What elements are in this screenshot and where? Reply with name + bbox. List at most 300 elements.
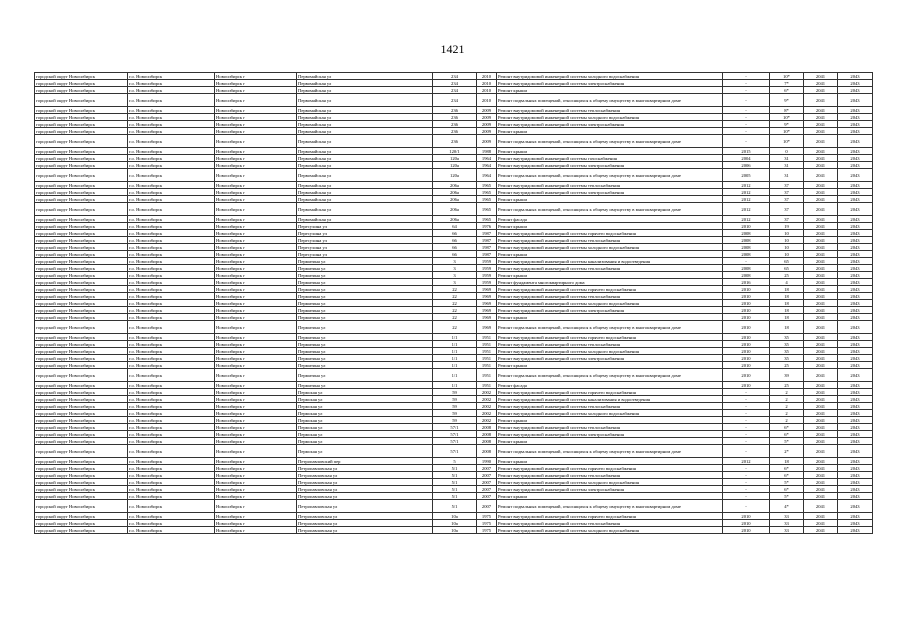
work-type-cell: Ремонт крыши bbox=[497, 251, 723, 258]
house-cell: 206а bbox=[433, 182, 477, 189]
plan-end-cell: 2043 bbox=[838, 341, 873, 348]
wear-cell: 18 bbox=[770, 286, 804, 293]
year-built-cell: 2009 bbox=[477, 114, 497, 121]
wear-cell: 10 bbox=[770, 237, 804, 244]
house-cell: 236 bbox=[433, 121, 477, 128]
year-built-cell: 1969 bbox=[477, 321, 497, 334]
city-cell: Новосибирск г bbox=[215, 94, 297, 107]
year-built-cell: 2002 bbox=[477, 403, 497, 410]
year-built-cell: 2010 bbox=[477, 80, 497, 87]
plan-end-cell: 2043 bbox=[838, 169, 873, 182]
municipality-cell: городской округ Новосибирск bbox=[35, 293, 128, 300]
year-built-cell: 2007 bbox=[477, 472, 497, 479]
year-built-cell: 1959 bbox=[477, 279, 497, 286]
city-cell: Новосибирск г bbox=[215, 251, 297, 258]
plan-end-cell: 2043 bbox=[838, 155, 873, 162]
house-cell: 206а bbox=[433, 189, 477, 196]
last-repair-cell: 2010 bbox=[723, 286, 770, 293]
table-row bbox=[35, 189, 873, 196]
wear-cell: 6* bbox=[770, 472, 804, 479]
wear-cell: 10 bbox=[770, 244, 804, 251]
plan-end-cell: 2043 bbox=[838, 148, 873, 155]
last-repair-cell: - bbox=[723, 73, 770, 80]
district-cell: г.о. Новосибирск bbox=[128, 87, 215, 94]
street-cell: Первомайская ул bbox=[297, 162, 433, 169]
street-cell: Первомайская ул bbox=[297, 196, 433, 203]
city-cell: Новосибирск г bbox=[215, 265, 297, 272]
table-row bbox=[35, 382, 873, 389]
city-cell: Новосибирск г bbox=[215, 272, 297, 279]
municipality-cell: городской округ Новосибирск bbox=[35, 237, 128, 244]
street-cell: Первомайская ул bbox=[297, 135, 433, 148]
work-type-cell: Ремонт внутридомовой инженерной системы горячего водоснабжения bbox=[497, 230, 723, 237]
city-cell: Новосибирск г bbox=[215, 362, 297, 369]
wear-cell: 37 bbox=[770, 189, 804, 196]
house-cell: 22 bbox=[433, 293, 477, 300]
work-type-cell: Ремонт внутридомовой инженерной системы холодного водоснабжения bbox=[497, 114, 723, 121]
plan-start-cell: 2041 bbox=[804, 189, 838, 196]
street-cell: Пермская ул bbox=[297, 417, 433, 424]
wear-cell: 33 bbox=[770, 527, 804, 534]
city-cell: Новосибирск г bbox=[215, 196, 297, 203]
street-cell: Пермитина ул bbox=[297, 272, 433, 279]
work-type-cell: Ремонт подвальных помещений, относящихся к общему имуществу в многоквартирном доме bbox=[497, 203, 723, 216]
municipality-cell: городской округ Новосибирск bbox=[35, 403, 128, 410]
work-type-cell: Ремонт крыши bbox=[497, 314, 723, 321]
plan-end-cell: 2043 bbox=[838, 162, 873, 169]
year-built-cell: 1987 bbox=[477, 237, 497, 244]
wear-cell: 10 bbox=[770, 230, 804, 237]
municipality-cell: городской округ Новосибирск bbox=[35, 80, 128, 87]
street-cell: Пермская ул bbox=[297, 431, 433, 438]
last-repair-cell: 2012 bbox=[723, 189, 770, 196]
wear-cell: 6* bbox=[770, 465, 804, 472]
plan-start-cell: 2041 bbox=[804, 94, 838, 107]
wear-cell: 18 bbox=[770, 307, 804, 314]
plan-end-cell: 2043 bbox=[838, 362, 873, 369]
plan-end-cell: 2043 bbox=[838, 527, 873, 534]
city-cell: Новосибирск г bbox=[215, 431, 297, 438]
street-cell: Петропавловская ул bbox=[297, 527, 433, 534]
district-cell: г.о. Новосибирск bbox=[128, 348, 215, 355]
work-type-cell: Ремонт подвальных помещений, относящихся к общему имуществу в многоквартирном доме bbox=[497, 445, 723, 458]
municipality-cell: городской округ Новосибирск bbox=[35, 389, 128, 396]
street-cell: Пермская ул bbox=[297, 389, 433, 396]
street-cell: Петропавловская ул bbox=[297, 465, 433, 472]
plan-end-cell: 2043 bbox=[838, 513, 873, 520]
year-built-cell: 1964 bbox=[477, 155, 497, 162]
house-cell: 236 bbox=[433, 135, 477, 148]
plan-end-cell: 2043 bbox=[838, 286, 873, 293]
street-cell: Петропавловская ул bbox=[297, 493, 433, 500]
work-type-cell: Ремонт внутридомовой инженерной системы канализования и водоотведения bbox=[497, 396, 723, 403]
city-cell: Новосибирск г bbox=[215, 500, 297, 513]
table-row bbox=[35, 196, 873, 203]
last-repair-cell: - bbox=[723, 128, 770, 135]
wear-cell: 10 bbox=[770, 251, 804, 258]
district-cell: г.о. Новосибирск bbox=[128, 169, 215, 182]
municipality-cell: городской округ Новосибирск bbox=[35, 458, 128, 465]
district-cell: г.о. Новосибирск bbox=[128, 73, 215, 80]
house-cell: 57/1 bbox=[433, 424, 477, 431]
plan-start-cell: 2041 bbox=[804, 265, 838, 272]
last-repair-cell: - bbox=[723, 479, 770, 486]
city-cell: Новосибирск г bbox=[215, 410, 297, 417]
house-cell: 120а bbox=[433, 155, 477, 162]
city-cell: Новосибирск г bbox=[215, 223, 297, 230]
house-cell: 1/1 bbox=[433, 348, 477, 355]
wear-cell: 37 bbox=[770, 216, 804, 223]
last-repair-cell: - bbox=[723, 472, 770, 479]
table-row bbox=[35, 135, 873, 148]
plan-end-cell: 2043 bbox=[838, 410, 873, 417]
district-cell: г.о. Новосибирск bbox=[128, 520, 215, 527]
year-built-cell: 1951 bbox=[477, 355, 497, 362]
street-cell: Петропавловская ул bbox=[297, 472, 433, 479]
municipality-cell: городской округ Новосибирск bbox=[35, 265, 128, 272]
city-cell: Новосибирск г bbox=[215, 162, 297, 169]
year-built-cell: 1951 bbox=[477, 362, 497, 369]
city-cell: Новосибирск г bbox=[215, 348, 297, 355]
house-cell: 10а bbox=[433, 520, 477, 527]
district-cell: г.о. Новосибирск bbox=[128, 334, 215, 341]
wear-cell: 35 bbox=[770, 334, 804, 341]
district-cell: г.о. Новосибирск bbox=[128, 189, 215, 196]
work-type-cell: Ремонт внутридомовой инженерной системы холодного водоснабжения bbox=[497, 300, 723, 307]
house-cell: 66 bbox=[433, 237, 477, 244]
last-repair-cell: - bbox=[723, 80, 770, 87]
work-type-cell: Ремонт внутридомовой инженерной системы теплоснабжения bbox=[497, 293, 723, 300]
plan-start-cell: 2041 bbox=[804, 230, 838, 237]
house-cell: 3 bbox=[433, 279, 477, 286]
city-cell: Новосибирск г bbox=[215, 314, 297, 321]
plan-end-cell: 2043 bbox=[838, 472, 873, 479]
plan-start-cell: 2041 bbox=[804, 135, 838, 148]
house-cell: 22 bbox=[433, 300, 477, 307]
city-cell: Новосибирск г bbox=[215, 73, 297, 80]
plan-start-cell: 2041 bbox=[804, 527, 838, 534]
table-row bbox=[35, 80, 873, 87]
municipality-cell: городской округ Новосибирск bbox=[35, 472, 128, 479]
work-type-cell: Ремонт внутридомовой инженерной системы газоснабжения bbox=[497, 155, 723, 162]
table-row bbox=[35, 251, 873, 258]
district-cell: г.о. Новосибирск bbox=[128, 230, 215, 237]
last-repair-cell: 2004 bbox=[723, 155, 770, 162]
municipality-cell: городской округ Новосибирск bbox=[35, 486, 128, 493]
plan-end-cell: 2043 bbox=[838, 486, 873, 493]
city-cell: Новосибирск г bbox=[215, 135, 297, 148]
plan-start-cell: 2041 bbox=[804, 279, 838, 286]
street-cell: Первомайская ул bbox=[297, 148, 433, 155]
municipality-cell: городской округ Новосибирск bbox=[35, 148, 128, 155]
wear-cell: 31 bbox=[770, 155, 804, 162]
city-cell: Новосибирск г bbox=[215, 244, 297, 251]
last-repair-cell: - bbox=[723, 417, 770, 424]
municipality-cell: городской округ Новосибирск bbox=[35, 244, 128, 251]
district-cell: г.о. Новосибирск bbox=[128, 493, 215, 500]
house-cell: 120а bbox=[433, 162, 477, 169]
year-built-cell: 1951 bbox=[477, 341, 497, 348]
plan-end-cell: 2043 bbox=[838, 128, 873, 135]
district-cell: г.о. Новосибирск bbox=[128, 265, 215, 272]
plan-start-cell: 2041 bbox=[804, 314, 838, 321]
plan-start-cell: 2041 bbox=[804, 321, 838, 334]
house-cell: 1/1 bbox=[433, 334, 477, 341]
plan-start-cell: 2041 bbox=[804, 513, 838, 520]
work-type-cell: Ремонт крыши bbox=[497, 196, 723, 203]
table-row bbox=[35, 107, 873, 114]
municipality-cell: городской округ Новосибирск bbox=[35, 424, 128, 431]
house-cell: 59 bbox=[433, 396, 477, 403]
municipality-cell: городской округ Новосибирск bbox=[35, 300, 128, 307]
year-built-cell: 1959 bbox=[477, 272, 497, 279]
district-cell: г.о. Новосибирск bbox=[128, 128, 215, 135]
district-cell: г.о. Новосибирск bbox=[128, 196, 215, 203]
municipality-cell: городской округ Новосибирск bbox=[35, 87, 128, 94]
wear-cell: 2 bbox=[770, 396, 804, 403]
wear-cell: 4* bbox=[770, 500, 804, 513]
plan-start-cell: 2041 bbox=[804, 128, 838, 135]
wear-cell: 7* bbox=[770, 80, 804, 87]
street-cell: Первомайская ул bbox=[297, 73, 433, 80]
municipality-cell: городской округ Новосибирск bbox=[35, 355, 128, 362]
house-cell: 66 bbox=[433, 244, 477, 251]
plan-start-cell: 2041 bbox=[804, 307, 838, 314]
municipality-cell: городской округ Новосибирск bbox=[35, 128, 128, 135]
city-cell: Новосибирск г bbox=[215, 307, 297, 314]
district-cell: г.о. Новосибирск bbox=[128, 527, 215, 534]
plan-end-cell: 2043 bbox=[838, 382, 873, 389]
city-cell: Новосибирск г bbox=[215, 438, 297, 445]
plan-start-cell: 2041 bbox=[804, 196, 838, 203]
table-row bbox=[35, 513, 873, 520]
year-built-cell: 2010 bbox=[477, 94, 497, 107]
city-cell: Новосибирск г bbox=[215, 121, 297, 128]
district-cell: г.о. Новосибирск bbox=[128, 258, 215, 265]
house-cell: 234 bbox=[433, 87, 477, 94]
year-built-cell: 2002 bbox=[477, 389, 497, 396]
plan-end-cell: 2043 bbox=[838, 493, 873, 500]
plan-end-cell: 2043 bbox=[838, 244, 873, 251]
wear-cell: 31 bbox=[770, 169, 804, 182]
street-cell: Пермская ул bbox=[297, 445, 433, 458]
house-cell: 10а bbox=[433, 513, 477, 520]
year-built-cell: 1969 bbox=[477, 293, 497, 300]
plan-end-cell: 2043 bbox=[838, 203, 873, 216]
house-cell: 5/1 bbox=[433, 493, 477, 500]
table-row bbox=[35, 307, 873, 314]
wear-cell: 33 bbox=[770, 520, 804, 527]
district-cell: г.о. Новосибирск bbox=[128, 293, 215, 300]
district-cell: г.о. Новосибирск bbox=[128, 237, 215, 244]
municipality-cell: городской округ Новосибирск bbox=[35, 258, 128, 265]
plan-start-cell: 2041 bbox=[804, 148, 838, 155]
table-row bbox=[35, 527, 873, 534]
table-row bbox=[35, 348, 873, 355]
plan-start-cell: 2041 bbox=[804, 216, 838, 223]
street-cell: Пересухина ул bbox=[297, 237, 433, 244]
city-cell: Новосибирск г bbox=[215, 189, 297, 196]
plan-end-cell: 2043 bbox=[838, 479, 873, 486]
last-repair-cell: - bbox=[723, 403, 770, 410]
wear-cell: 18 bbox=[770, 293, 804, 300]
district-cell: г.о. Новосибирск bbox=[128, 107, 215, 114]
last-repair-cell: 2016 bbox=[723, 279, 770, 286]
plan-start-cell: 2041 bbox=[804, 431, 838, 438]
table-row bbox=[35, 458, 873, 465]
city-cell: Новосибирск г bbox=[215, 321, 297, 334]
work-type-cell: Ремонт крыши bbox=[497, 458, 723, 465]
municipality-cell: городской округ Новосибирск bbox=[35, 251, 128, 258]
plan-start-cell: 2041 bbox=[804, 73, 838, 80]
municipality-cell: городской округ Новосибирск bbox=[35, 479, 128, 486]
street-cell: Первомайская ул bbox=[297, 80, 433, 87]
house-cell: 5 bbox=[433, 458, 477, 465]
wear-cell: 2 bbox=[770, 417, 804, 424]
year-built-cell: 1969 bbox=[477, 300, 497, 307]
table-row bbox=[35, 389, 873, 396]
plan-end-cell: 2043 bbox=[838, 265, 873, 272]
district-cell: г.о. Новосибирск bbox=[128, 341, 215, 348]
work-type-cell: Ремонт крыши bbox=[497, 128, 723, 135]
table-row bbox=[35, 258, 873, 265]
municipality-cell: городской округ Новосибирск bbox=[35, 189, 128, 196]
district-cell: г.о. Новосибирск bbox=[128, 410, 215, 417]
plan-end-cell: 2043 bbox=[838, 182, 873, 189]
city-cell: Новосибирск г bbox=[215, 80, 297, 87]
last-repair-cell: - bbox=[723, 87, 770, 94]
table-row bbox=[35, 237, 873, 244]
table-row bbox=[35, 424, 873, 431]
work-type-cell: Ремонт внутридомовой инженерной системы теплоснабжения bbox=[497, 107, 723, 114]
work-type-cell: Ремонт внутридомовой инженерной системы горячего водоснабжения bbox=[497, 513, 723, 520]
plan-start-cell: 2041 bbox=[804, 258, 838, 265]
city-cell: Новосибирск г bbox=[215, 417, 297, 424]
municipality-cell: городской округ Новосибирск bbox=[35, 73, 128, 80]
work-type-cell: Ремонт внутридомовой инженерной системы электроснабжения bbox=[497, 162, 723, 169]
wear-cell: 18 bbox=[770, 314, 804, 321]
house-cell: 5/1 bbox=[433, 472, 477, 479]
work-type-cell: Ремонт внутридомовой инженерной системы электроснабжения bbox=[497, 486, 723, 493]
plan-end-cell: 2043 bbox=[838, 237, 873, 244]
last-repair-cell: 2010 bbox=[723, 334, 770, 341]
table-row bbox=[35, 438, 873, 445]
year-built-cell: 2009 bbox=[477, 107, 497, 114]
district-cell: г.о. Новосибирск bbox=[128, 94, 215, 107]
table-row bbox=[35, 94, 873, 107]
city-cell: Новосибирск г bbox=[215, 114, 297, 121]
street-cell: Петропавловская ул bbox=[297, 520, 433, 527]
wear-cell: 37 bbox=[770, 182, 804, 189]
house-cell: 3 bbox=[433, 272, 477, 279]
city-cell: Новосибирск г bbox=[215, 155, 297, 162]
street-cell: Пермская ул bbox=[297, 438, 433, 445]
table-row bbox=[35, 369, 873, 382]
last-repair-cell: - bbox=[723, 114, 770, 121]
wear-cell: 10* bbox=[770, 73, 804, 80]
district-cell: г.о. Новосибирск bbox=[128, 300, 215, 307]
last-repair-cell: 2010 bbox=[723, 300, 770, 307]
work-type-cell: Ремонт подвальных помещений, относящихся к общему имуществу в многоквартирном доме bbox=[497, 369, 723, 382]
plan-start-cell: 2041 bbox=[804, 87, 838, 94]
city-cell: Новосибирск г bbox=[215, 293, 297, 300]
street-cell: Первомайская ул bbox=[297, 121, 433, 128]
house-cell: 64 bbox=[433, 223, 477, 230]
work-type-cell: Ремонт внутридомовой инженерной системы теплоснабжения bbox=[497, 424, 723, 431]
city-cell: Новосибирск г bbox=[215, 369, 297, 382]
table-row bbox=[35, 216, 873, 223]
plan-end-cell: 2043 bbox=[838, 314, 873, 321]
street-cell: Пермитина ул bbox=[297, 286, 433, 293]
year-built-cell: 1965 bbox=[477, 203, 497, 216]
table-row bbox=[35, 520, 873, 527]
wear-cell: 31 bbox=[770, 162, 804, 169]
work-type-cell: Ремонт подвальных помещений, относящихся к общему имуществу в многоквартирном доме bbox=[497, 321, 723, 334]
year-built-cell: 2002 bbox=[477, 410, 497, 417]
municipality-cell: городской округ Новосибирск bbox=[35, 417, 128, 424]
municipality-cell: городской округ Новосибирск bbox=[35, 513, 128, 520]
district-cell: г.о. Новосибирск bbox=[128, 362, 215, 369]
city-cell: Новосибирск г bbox=[215, 286, 297, 293]
plan-start-cell: 2041 bbox=[804, 493, 838, 500]
work-type-cell: Ремонт внутридомовой инженерной системы холодного водоснабжения bbox=[497, 527, 723, 534]
city-cell: Новосибирск г bbox=[215, 230, 297, 237]
last-repair-cell: 2010 bbox=[723, 382, 770, 389]
work-type-cell: Ремонт подвальных помещений, относящихся к общему имуществу в многоквартирном доме bbox=[497, 500, 723, 513]
city-cell: Новосибирск г bbox=[215, 389, 297, 396]
district-cell: г.о. Новосибирск bbox=[128, 465, 215, 472]
year-built-cell: 2008 bbox=[477, 424, 497, 431]
wear-cell: 25 bbox=[770, 272, 804, 279]
plan-end-cell: 2043 bbox=[838, 135, 873, 148]
table-row bbox=[35, 272, 873, 279]
street-cell: Петропавловский пер bbox=[297, 458, 433, 465]
table-row bbox=[35, 500, 873, 513]
last-repair-cell: - bbox=[723, 121, 770, 128]
street-cell: Петропавловская ул bbox=[297, 486, 433, 493]
city-cell: Новосибирск г bbox=[215, 216, 297, 223]
house-cell: 1/1 bbox=[433, 355, 477, 362]
wear-cell: 35 bbox=[770, 341, 804, 348]
plan-end-cell: 2043 bbox=[838, 94, 873, 107]
plan-start-cell: 2041 bbox=[804, 114, 838, 121]
municipality-cell: городской округ Новосибирск bbox=[35, 272, 128, 279]
work-type-cell: Ремонт крыши bbox=[497, 417, 723, 424]
work-type-cell: Ремонт крыши bbox=[497, 87, 723, 94]
work-type-cell: Ремонт внутридомовой инженерной системы электроснабжения bbox=[497, 121, 723, 128]
wear-cell: 0 bbox=[770, 148, 804, 155]
wear-cell: 35 bbox=[770, 348, 804, 355]
year-built-cell: 1987 bbox=[477, 251, 497, 258]
house-cell: 236 bbox=[433, 128, 477, 135]
work-type-cell: Ремонт внутридомовой инженерной системы горячего водоснабжения bbox=[497, 389, 723, 396]
district-cell: г.о. Новосибирск bbox=[128, 382, 215, 389]
municipality-cell: городской округ Новосибирск bbox=[35, 203, 128, 216]
work-type-cell: Ремонт внутридомовой инженерной системы холодного водоснабжения bbox=[497, 73, 723, 80]
house-cell: 66 bbox=[433, 251, 477, 258]
work-type-cell: Ремонт крыши bbox=[497, 148, 723, 155]
year-built-cell: 1965 bbox=[477, 216, 497, 223]
municipality-cell: городской округ Новосибирск bbox=[35, 279, 128, 286]
house-cell: 1/1 bbox=[433, 369, 477, 382]
house-cell: 234 bbox=[433, 94, 477, 107]
street-cell: Пермитина ул bbox=[297, 341, 433, 348]
last-repair-cell: - bbox=[723, 396, 770, 403]
municipality-cell: городской округ Новосибирск bbox=[35, 196, 128, 203]
municipality-cell: городской округ Новосибирск bbox=[35, 493, 128, 500]
plan-start-cell: 2041 bbox=[804, 348, 838, 355]
street-cell: Пермитина ул bbox=[297, 314, 433, 321]
